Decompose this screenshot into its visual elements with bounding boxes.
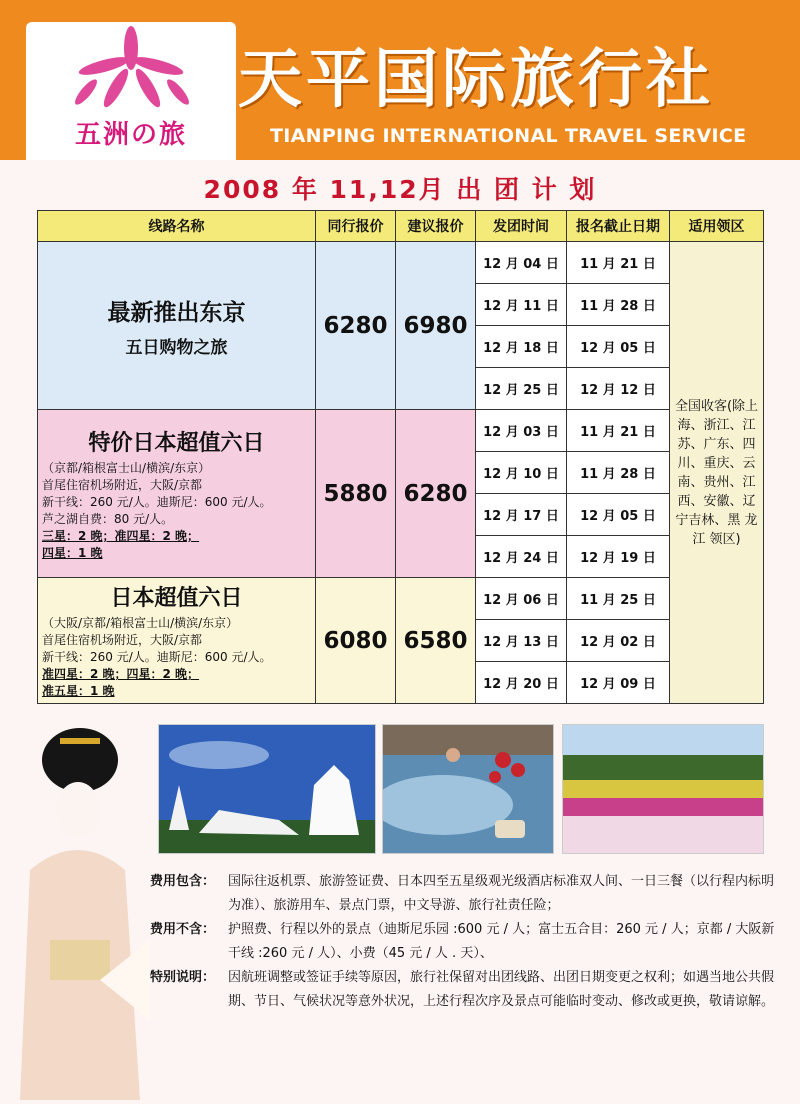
route-subtitle: 五日购物之旅 (125, 337, 228, 358)
deadline-date: 12 月 12 日 (567, 368, 670, 410)
table-row (38, 578, 764, 620)
deadline-date: 11 月 21 日 (567, 242, 670, 284)
table-row (38, 410, 764, 452)
tour-schedule-table (37, 210, 764, 704)
note-row (150, 918, 780, 966)
table-header-row (38, 211, 764, 242)
route-name: 日本超值六日 (110, 586, 243, 611)
depart-date: 12 月 11 日 (476, 284, 567, 326)
deadline-date: 11 月 21 日 (567, 410, 670, 452)
route-detail: 首尾住宿机场附近，大阪/京都 (42, 477, 203, 492)
flower-logo-icon (56, 26, 206, 116)
route-hotel-detail: 准四星：2 晚；四星：2 晚； (42, 667, 200, 681)
depart-date: 12 月 24 日 (476, 536, 567, 578)
route-hotel-detail: 准五星：1 晚 (42, 684, 115, 698)
trade-price: 5880 (316, 410, 396, 578)
table-row (38, 242, 764, 284)
temple-lion-photo (158, 724, 376, 854)
depart-date: 12 月 10 日 (476, 452, 567, 494)
fee-notes (150, 870, 780, 1014)
note-label: 特别说明： (150, 970, 216, 985)
depart-date: 12 月 17 日 (476, 494, 567, 536)
column-header: 发团时间 (476, 211, 567, 242)
depart-date: 12 月 13 日 (476, 620, 567, 662)
route-cell (38, 410, 316, 578)
route-cell (38, 242, 316, 410)
depart-date: 12 月 18 日 (476, 326, 567, 368)
column-header: 线路名称 (38, 211, 316, 242)
route-detail: （大阪/京都/箱根富士山/横滨/东京） (42, 616, 239, 630)
note-label: 费用不含： (150, 922, 216, 937)
route-hotel-detail: 四星：1 晚 (42, 545, 103, 560)
logo-text: 五洲の旅 (74, 120, 187, 150)
depart-date: 12 月 20 日 (476, 662, 567, 704)
region-cell: 全国收客(除上海、浙江、江苏、广东、四川、重庆、云南、贵州、江西、安徽、辽宁吉林、黑 龙 江 领区) (670, 242, 764, 704)
route-detail: 新干线：260 元/人。迪斯尼：600 元/人。 (42, 650, 272, 664)
route-detail: 芦之湖自费：80 元/人。 (42, 511, 174, 526)
agency-title-english: TIANPING INTERNATIONAL TRAVEL SERVICE (270, 125, 747, 147)
depart-date: 12 月 04 日 (476, 242, 567, 284)
route-detail: 首尾住宿机场附近，大阪/京都 (42, 633, 203, 647)
depart-date: 12 月 03 日 (476, 410, 567, 452)
trade-price: 6280 (316, 242, 396, 410)
plan-title: 2008 年 11,12月 出 团 计 划 (203, 175, 597, 204)
deadline-date: 12 月 02 日 (567, 620, 670, 662)
note-text: 护照费、行程以外的景点（迪斯尼乐园 :600 元 / 人；富士五合目：260 元 / 人；京都 / 大阪新干线 :260 元 / 人）、小费（45 元 / 人 . 天）、 (228, 922, 775, 961)
column-header: 报名截止日期 (567, 211, 670, 242)
suggested-price: 6280 (396, 410, 476, 578)
depart-date: 12 月 06 日 (476, 578, 567, 620)
suggested-price: 6980 (396, 242, 476, 410)
note-row (150, 870, 780, 918)
route-detail: 新干线：260 元/人。迪斯尼：600 元/人。 (42, 494, 272, 509)
suggested-price: 6580 (396, 578, 476, 704)
deadline-date: 11 月 25 日 (567, 578, 670, 620)
header-banner (0, 0, 800, 160)
route-cell (38, 578, 316, 704)
agency-title: 天平国际旅行社 (238, 43, 714, 117)
route-hotel-detail: 三星：2 晚；准四星：2 晚； (42, 528, 200, 543)
note-text: 国际往返机票、旅游签证费、日本四至五星级观光级酒店标准双人间、一日三餐（以行程内标明为准）、旅游用车、景点门票，中文导游、旅行社责任险； (228, 874, 775, 913)
route-name: 最新推出东京 (107, 299, 246, 326)
deadline-date: 11 月 28 日 (567, 284, 670, 326)
column-header: 适用领区 (670, 211, 764, 242)
route-name: 特价日本超值六日 (88, 430, 265, 456)
deadline-date: 12 月 09 日 (567, 662, 670, 704)
column-header: 建议报价 (396, 211, 476, 242)
hot-spring-photo (382, 724, 554, 854)
depart-date: 12 月 25 日 (476, 368, 567, 410)
geisha-illustration (0, 720, 150, 1100)
column-header: 同行报价 (316, 211, 396, 242)
deadline-date: 12 月 19 日 (567, 536, 670, 578)
note-row (150, 966, 780, 1014)
flower-field-photo (562, 724, 764, 854)
route-detail: （京都/箱根富士山/横滨/东京） (42, 460, 211, 475)
trade-price: 6080 (316, 578, 396, 704)
deadline-date: 12 月 05 日 (567, 326, 670, 368)
deadline-date: 11 月 28 日 (567, 452, 670, 494)
logo (26, 22, 236, 160)
note-label: 费用包含： (150, 874, 216, 889)
note-text: 因航班调整或签证手续等原因，旅行社保留对出团线路、出团日期变更之权利；如遇当地公共假期、节日、气候状况等意外状况，上述行程次序及景点可能临时变动、修改或更换，敬请谅解。 (228, 970, 775, 1009)
deadline-date: 12 月 05 日 (567, 494, 670, 536)
